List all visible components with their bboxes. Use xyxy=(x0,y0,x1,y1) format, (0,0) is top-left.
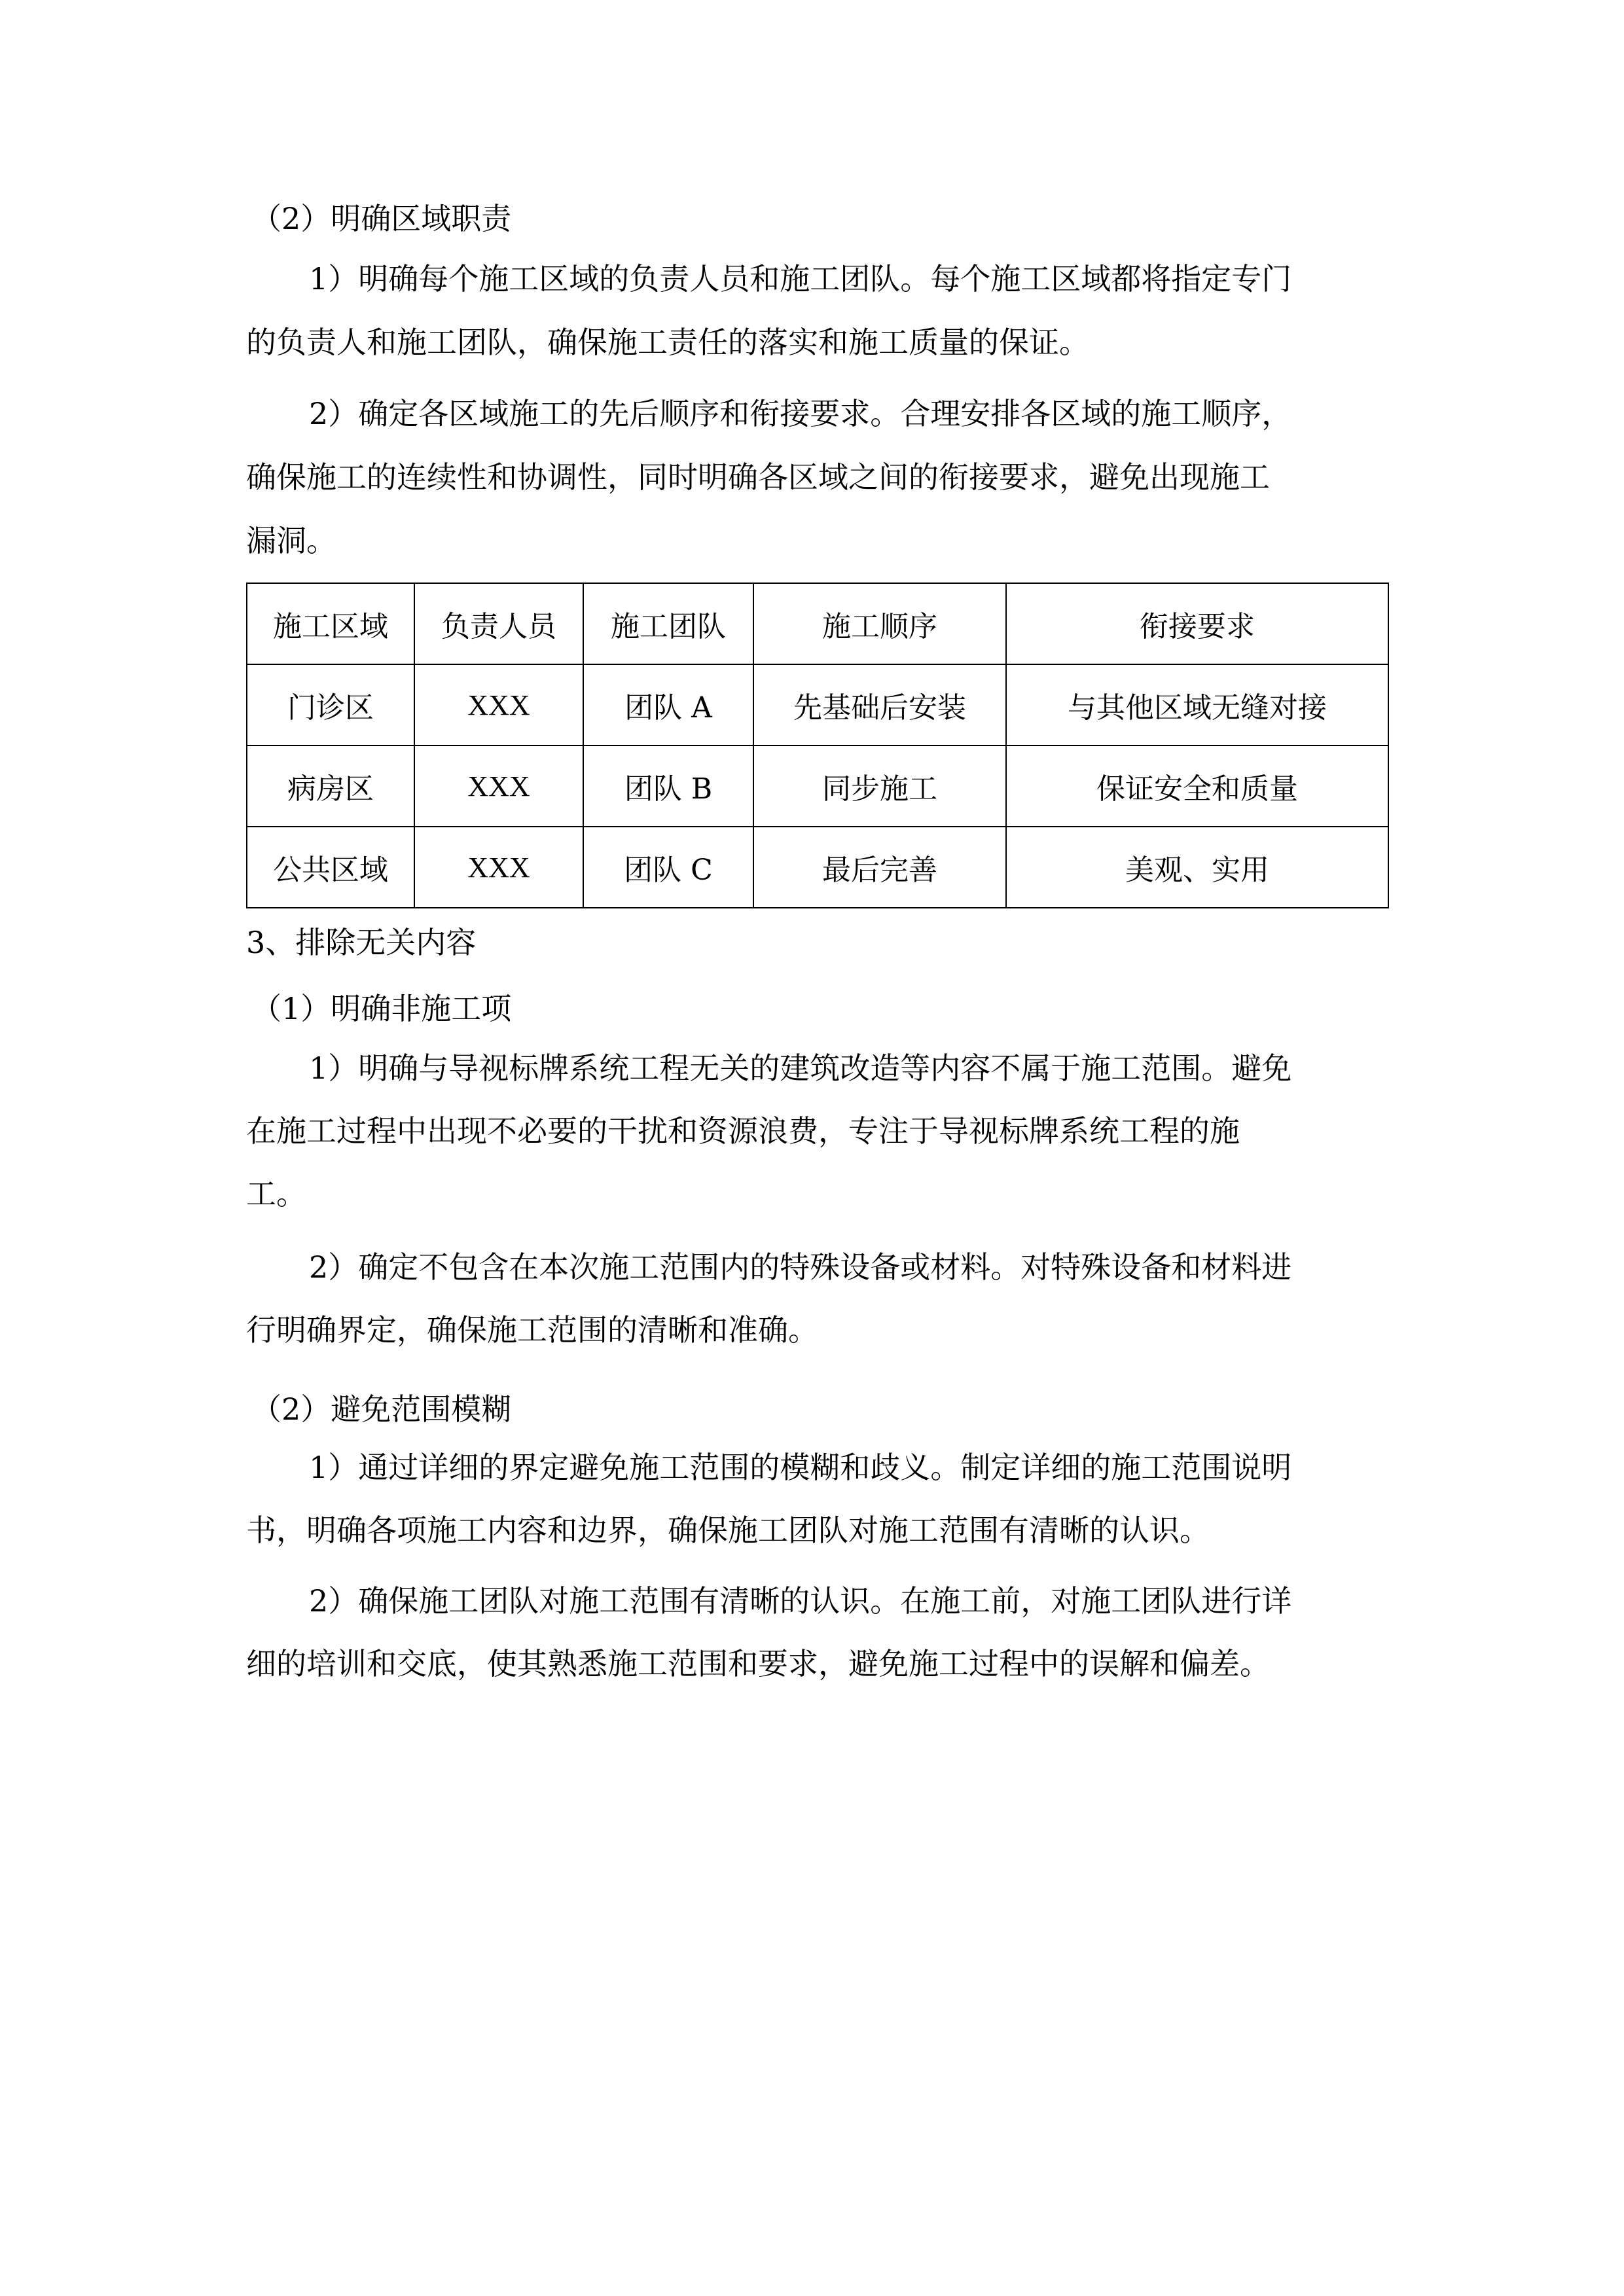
table-cell: 门诊区 xyxy=(247,664,414,745)
paragraph-line: 2）确定不包含在本次施工范围内的特殊设备或材料。对特殊设备和材料进 xyxy=(309,1249,1292,1285)
paragraph-line: 工。 xyxy=(246,1176,306,1211)
paragraph-line: 1）明确与导视标牌系统工程无关的建筑改造等内容不属于施工范围。避免 xyxy=(309,1050,1292,1086)
table-header-cell: 负责人员 xyxy=(414,583,583,664)
table-header-cell: 施工区域 xyxy=(247,583,414,664)
paragraph-line: 的负责人和施工团队，确保施工责任的落实和施工质量的保证。 xyxy=(246,325,1089,360)
table-row xyxy=(247,827,1388,908)
table-cell: 与其他区域无缝对接 xyxy=(1006,664,1388,745)
section-heading-3: 3、排除无关内容 xyxy=(246,925,477,960)
subsection-heading-3-1: （1）明确非施工项 xyxy=(251,991,512,1026)
section-heading-2: （2）明确区域职责 xyxy=(251,201,512,236)
table-cell: 最后完善 xyxy=(753,827,1006,908)
paragraph-line: 书，明确各项施工内容和边界，确保施工团队对施工范围有清晰的认识。 xyxy=(246,1513,1210,1548)
table-cell: 同步施工 xyxy=(753,745,1006,827)
table-header-cell: 衔接要求 xyxy=(1006,583,1388,664)
table-header-cell: 施工顺序 xyxy=(753,583,1006,664)
region-responsibility-table xyxy=(246,583,1389,908)
table-cell: XXX xyxy=(414,827,583,908)
document-page xyxy=(246,0,1388,2296)
table-cell: 先基础后安装 xyxy=(753,664,1006,745)
table-cell: XXX xyxy=(414,664,583,745)
table-header-cell: 施工团队 xyxy=(583,583,753,664)
paragraph-line: 1）通过详细的界定避免施工范围的模糊和歧义。制定详细的施工范围说明 xyxy=(309,1450,1292,1485)
paragraph-line: 1）明确每个施工区域的负责人员和施工团队。每个施工区域都将指定专门 xyxy=(309,261,1292,296)
table-cell: 保证安全和质量 xyxy=(1006,745,1388,827)
paragraph-line: 行明确界定，确保施工范围的清晰和准确。 xyxy=(246,1312,818,1348)
paragraph-line: 漏洞。 xyxy=(246,523,336,558)
table-cell: 团队 C xyxy=(583,827,753,908)
paragraph-line: 2）确保施工团队对施工范围有清晰的认识。在施工前，对施工团队进行详 xyxy=(309,1583,1292,1619)
table-cell: 美观、实用 xyxy=(1006,827,1388,908)
table-cell: 病房区 xyxy=(247,745,414,827)
paragraph-line: 在施工过程中出现不必要的干扰和资源浪费，专注于导视标牌系统工程的施 xyxy=(246,1113,1240,1149)
paragraph-line: 2）确定各区域施工的先后顺序和衔接要求。合理安排各区域的施工顺序， xyxy=(309,396,1292,431)
table-row xyxy=(247,664,1388,745)
table-cell: 公共区域 xyxy=(247,827,414,908)
table-cell: 团队 B xyxy=(583,745,753,827)
subsection-heading-3-2: （2）避免范围模糊 xyxy=(251,1391,512,1427)
table-cell: 团队 A xyxy=(583,664,753,745)
paragraph-line: 确保施工的连续性和协调性，同时明确各区域之间的衔接要求，避免出现施工 xyxy=(246,459,1270,495)
table-row xyxy=(247,745,1388,827)
table-header-row xyxy=(247,583,1388,664)
table-cell: XXX xyxy=(414,745,583,827)
paragraph-line: 细的培训和交底，使其熟悉施工范围和要求，避免施工过程中的误解和偏差。 xyxy=(246,1646,1270,1681)
